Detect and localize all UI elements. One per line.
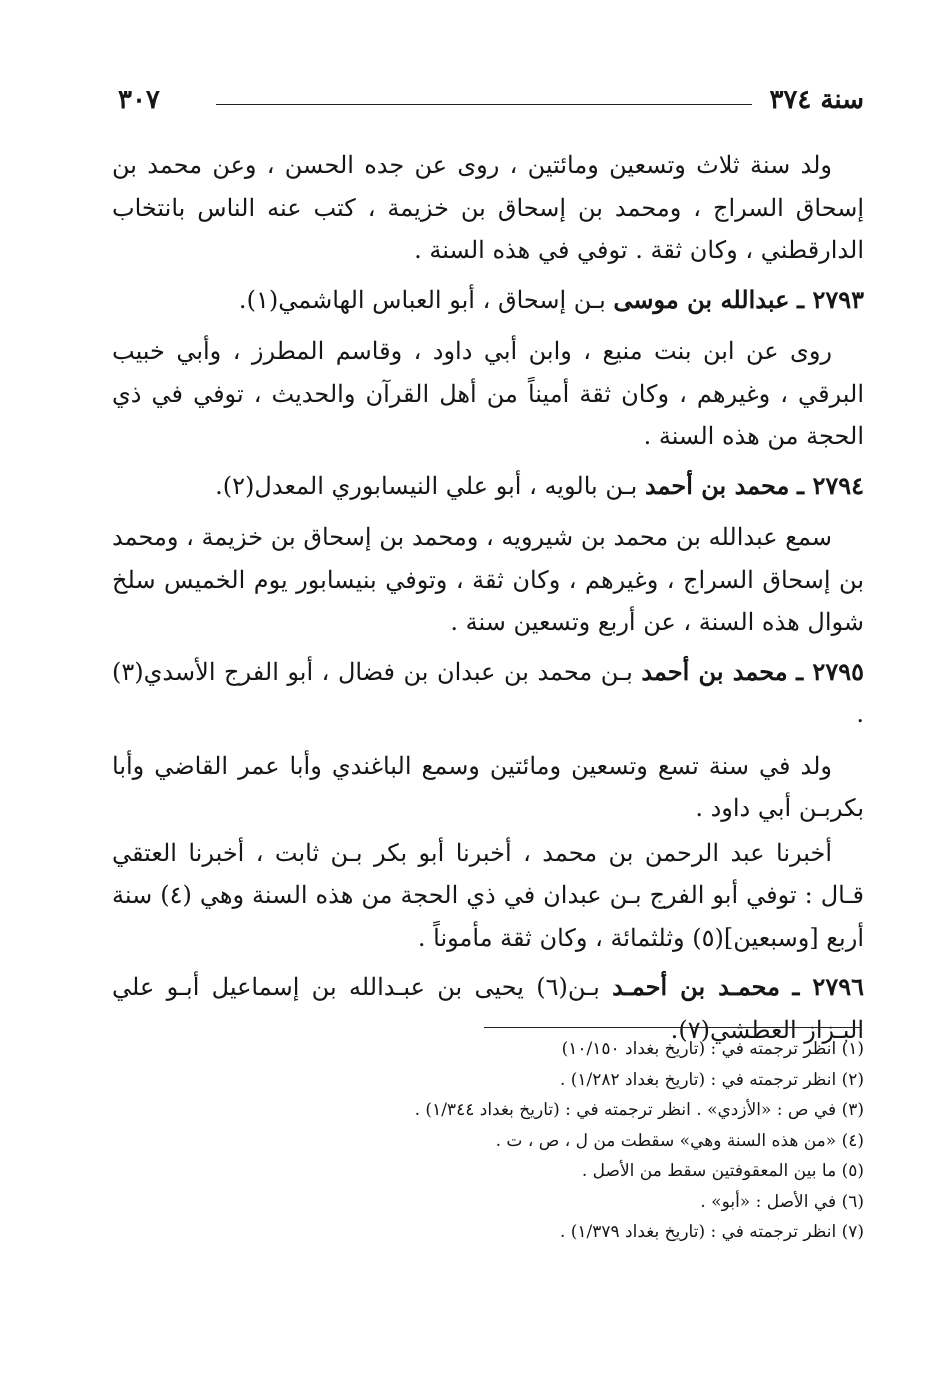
entry-end: .	[215, 471, 223, 500]
footnote-ref: (١)	[246, 285, 279, 314]
entry-lineage: بـن محمد بن عبدان بن فضال ، أبو الفرج الأسدي	[143, 657, 633, 686]
entry-lineage: بـن(٦) يحيى بن عبـدالله بن إسماعيل أبـو علي البـزاز العطشي	[112, 973, 864, 1044]
entry-number: ٢٧٩٥ ـ	[796, 656, 864, 686]
footnote: (٧) انظر ترجمته في : (تاريخ بغداد ١/٣٧٩) .	[559, 1222, 864, 1242]
running-head-year: سنة ٣٧٤	[769, 85, 864, 115]
page-number: ٣٠٧	[118, 85, 160, 115]
footnote: (٦) في الأصل : «أبو» .	[700, 1191, 864, 1212]
entry-number: ٢٧٩٦ ـ	[792, 972, 864, 1001]
entry-number: ٢٧٩٤ ـ	[797, 470, 864, 500]
entry-heading-2793	[112, 279, 864, 322]
footnote: (٤) «من هذه السنة وهي» سقطت من ل ، ص ، ت .	[495, 1130, 864, 1151]
paragraph: روى عن ابن بنت منيع ، وابن أبي داود ، وقاسم المطرز ، وأبي خبيب البرقي ، وغيرهم ، وكان ثقة أميناً من أهل القرآن والحديث ، توفي في ذي الحجة من هذه السنة .	[112, 337, 864, 450]
main-text	[112, 144, 864, 1060]
entry-end: .	[670, 1015, 679, 1044]
paragraph: ولد في سنة تسع وتسعين ومائتين وسمع الباغندي وأبا عمر القاضي وأبا بكربـن أبي داود .	[112, 751, 864, 822]
entry-heading-2794	[112, 465, 864, 508]
footnote: (٣) في ص : «الأزدي» . انظر ترجمته في : (تاريخ بغداد ١/٣٤٤) .	[414, 1100, 864, 1120]
footnotes	[160, 1034, 864, 1248]
footnote-ref: (٢)	[222, 471, 255, 500]
entry-lineage: بـن إسحاق ، أبو العباس الهاشمي	[278, 285, 606, 314]
footnote: (١) انظر ترجمته في : (تاريخ بغداد ١٠/١٥٠)	[561, 1039, 864, 1059]
entry-end: .	[238, 285, 247, 314]
header-rule	[216, 104, 752, 105]
running-head	[118, 82, 864, 118]
entry-name: محمد بن أحمد	[644, 470, 790, 500]
footnote: (٢) انظر ترجمته في : (تاريخ بغداد ١/٢٨٢) .	[559, 1069, 864, 1090]
entry-heading-2795	[112, 651, 864, 736]
footnote-rule	[484, 1027, 862, 1028]
entry-name: محمد بن أحمد	[641, 656, 788, 686]
paragraph: أخبرنا عبد الرحمن بن محمد ، أخبرنا أبو بكر بـن ثابت ، أخبرنا العتقي قـال : توفي أبو الفرج بـن عبدان في ذي الحجة من هذه السنة وهي (٤) سنة أربع [وسبعين](٥) وثلثمائة ، وكان ثقة مأموناً .	[112, 838, 864, 952]
entry-name: عبدالله بن موسى	[613, 284, 790, 314]
paragraph: ولد سنة ثلاث وتسعين ومائتين ، روى عن جده الحسن ، وعن محمد بن إسحاق السراج ، ومحمد بن إسحاق بن خزيمة ، كتب عنه الناس بانتخاب الدارقطني ، وكان ثقة . توفي في هذه السنة .	[112, 151, 864, 264]
paragraph: سمع عبدالله بن محمد بن شيرويه ، ومحمد بن إسحاق بن خزيمة ، ومحمد بن إسحاق السراج ، وغيرهم ، وكان ثقة ، وتوفي بنيسابور يوم الخميس سلخ شوال هذه السنة ، عن أربع وتسعين سنة .	[112, 523, 864, 636]
footnote: (٥) ما بين المعقوفتين سقط من الأصل .	[581, 1161, 864, 1181]
entry-name: محمـد بن أحمـد	[612, 972, 781, 1001]
footnote-ref: (٧)	[678, 1015, 710, 1044]
footnote-ref: (٣)	[112, 657, 144, 686]
entry-end: .	[856, 700, 864, 728]
entry-lineage: بـن بالويه ، أبو علي النيسابوري المعدل	[254, 471, 638, 500]
entry-number: ٢٧٩٣ ـ	[797, 284, 864, 314]
